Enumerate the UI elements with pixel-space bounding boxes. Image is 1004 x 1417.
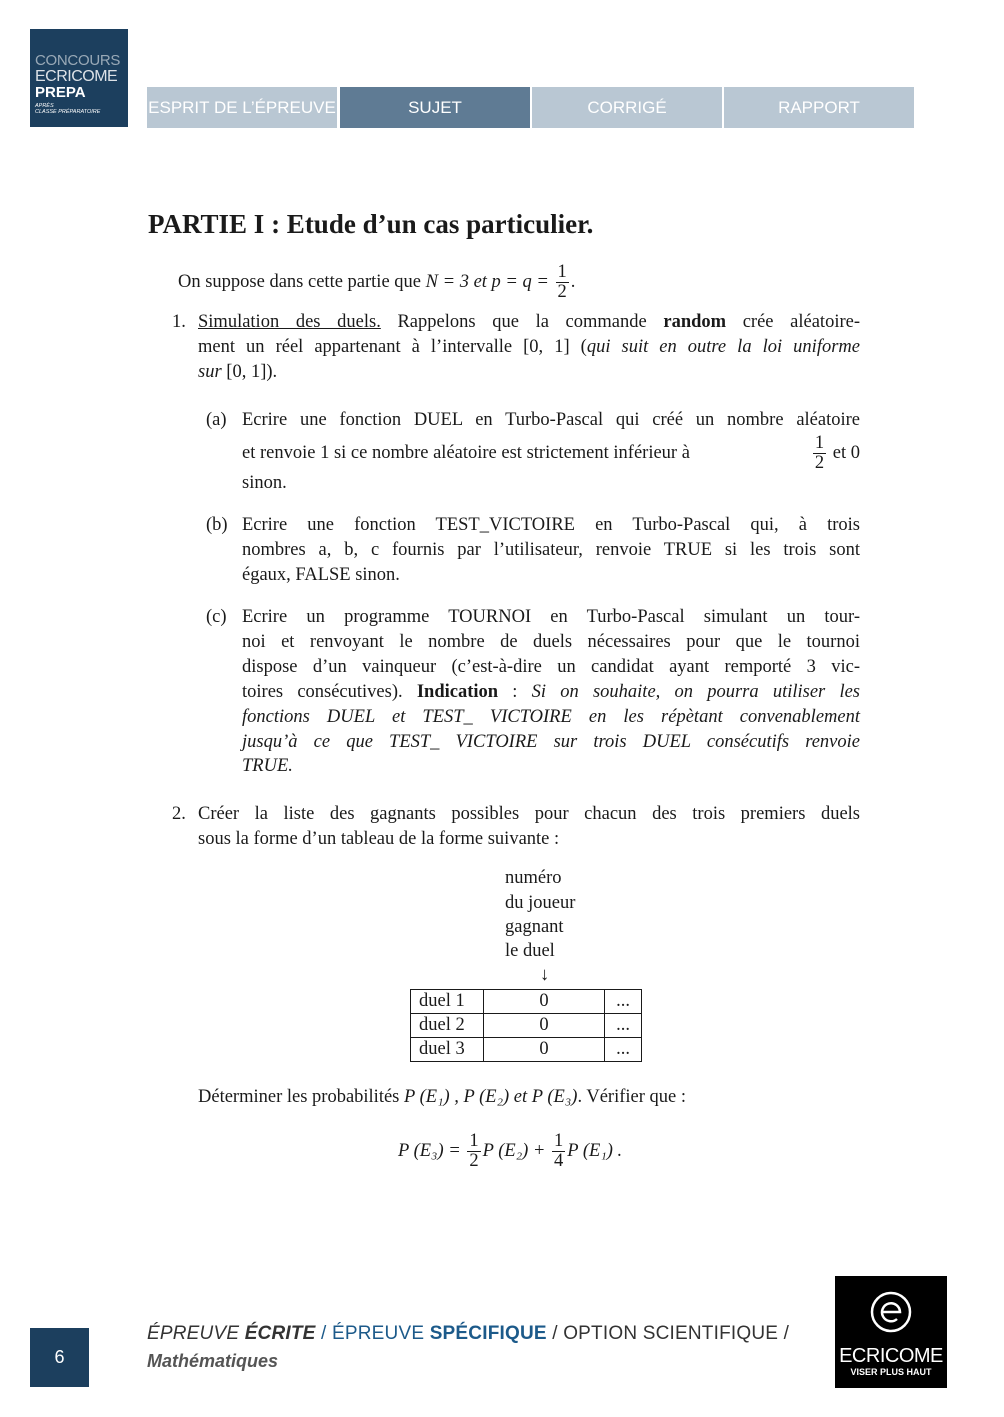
logo-line-concours: CONCOURS	[35, 52, 121, 69]
q2-line2: sous la forme d’un tableau de la forme suivante :	[198, 829, 560, 849]
tab-rapport[interactable]: RAPPORT	[724, 87, 914, 128]
page-number: 6	[30, 1328, 89, 1387]
table-row	[411, 990, 642, 1014]
probabilities-math: P (E₁) , P (E₂) et P (E₃)	[404, 1087, 578, 1107]
table-cell: 0	[484, 990, 605, 1014]
q1a-label: (a)	[206, 410, 227, 430]
q1-line1: Simulation des duels. Rappelons que la commande random crée aléatoire-	[198, 312, 860, 332]
equation-fraction-2: $\frac{1}{4}$	[554, 1131, 564, 1172]
header-line-numero: numéro	[505, 868, 562, 888]
q1c-line2: noi et renvoyant le nombre de duels nécessaires pour que le tournoi	[242, 632, 860, 652]
q1c-line4: toires consécutives). Indication : Si on souhaite, on pourra utiliser les	[242, 682, 860, 702]
table-cell: 0	[484, 1014, 605, 1038]
table-cell: duel 3	[411, 1038, 484, 1062]
page-title: PARTIE I : Etude d’un cas particulier.	[148, 209, 594, 239]
footer-subject: Mathématiques	[147, 1351, 279, 1371]
equation: P (E₃) = $\frac{1}{2}$ P (E₂) + $\frac{1}{4}$ P (E₁) .	[398, 1131, 623, 1172]
q1c-line6: jusqu’à ce que TEST_ VICTOIRE sur trois DUEL consécutifs renvoie	[242, 732, 860, 752]
q1c-line7: TRUE.	[242, 756, 293, 776]
duel-table	[410, 989, 642, 1062]
q2-number: 2.	[172, 804, 186, 824]
table-cell: ...	[605, 1038, 642, 1062]
q1-line3: sur [0, 1]).	[198, 362, 278, 382]
q1a-fraction: $\frac{1}{2}$	[814, 433, 825, 474]
ecricome-brand: ECRICOME	[839, 1345, 943, 1367]
q1-number: 1.	[172, 312, 186, 332]
indication-label: Indication	[416, 682, 499, 702]
q1b-label: (b)	[206, 515, 228, 535]
table-cell: duel 1	[411, 990, 484, 1014]
tab-sujet[interactable]: SUJET	[340, 87, 530, 128]
q1c-line3: dispose d’un vainqueur (c’est-à-dire un candidat ayant remporté 3 vic-	[242, 657, 860, 677]
keyword-random: random	[663, 312, 727, 332]
q1b-line2: nombres a, b, c fournis par l’utilisateur, renvoie TRUE si les trois sont	[242, 540, 860, 560]
intro-fraction: $\frac{1}{2}$	[557, 262, 567, 303]
ecricome-tagline: VISER PLUS HAUT	[850, 1367, 932, 1377]
table-cell: ...	[605, 1014, 642, 1038]
intro-math: N = 3 et p = q =	[425, 272, 554, 292]
concours-logo	[30, 29, 128, 127]
table-row	[411, 1014, 642, 1038]
logo-line-ecricome: ECRICOME	[35, 68, 118, 85]
table-row	[411, 1038, 642, 1062]
header-line-duel: le duel	[505, 941, 555, 961]
table-cell: 0	[484, 1038, 605, 1062]
q1-heading: Simulation des duels.	[198, 312, 381, 332]
q1b-line1: Ecrire une fonction TEST_VICTOIRE en Turbo-Pascal qui, à trois	[242, 515, 860, 535]
header-line-joueur: du joueur	[505, 893, 576, 913]
intro-prefix: On suppose dans cette partie que	[178, 272, 426, 292]
tab-esprit-epreuve[interactable]: ESPRIT DE L’ÉPREUVE	[147, 87, 337, 128]
intro-paragraph: On suppose dans cette partie que N = 3 et p = q = $\frac{1}{2}$ .	[178, 262, 576, 303]
ecricome-logo	[835, 1276, 947, 1388]
table-cell: ...	[605, 990, 642, 1014]
logo-line-apres: APRÈS	[35, 103, 54, 109]
probabilities-line: Déterminer les probabilités P (E₁) , P (E₂) et P (E₃). Vérifier que :	[198, 1087, 686, 1107]
logo-line-classe: CLASSE PRÉPARATOIRE	[35, 109, 101, 115]
logo-line-prepa: PREPA	[35, 84, 86, 101]
q1c-line5: fonctions DUEL et TEST_ VICTOIRE en les répètant convenablement	[242, 707, 860, 727]
q1a-line2: et renvoie 1 si ce nombre aléatoire est strictement inférieur à $\frac{1}{2}$ et 0	[242, 433, 860, 474]
footer-exam-type: ÉPREUVE ÉCRITE / ÉPREUVE SPÉCIFIQUE / OPTION SCIENTIFIQUE /	[147, 1323, 790, 1344]
q1-line2: ment un réel appartenant à l’intervalle [0, 1] (qui suit en outre la loi uniforme	[198, 337, 860, 357]
q2-line1: Créer la liste des gagnants possibles pour chacun des trois premiers duels	[198, 804, 860, 824]
q1c-label: (c)	[206, 607, 227, 627]
q1a-line1: Ecrire une fonction DUEL en Turbo-Pascal qui créé un nombre aléatoire	[242, 410, 860, 430]
tab-corrige[interactable]: CORRIGÉ	[532, 87, 722, 128]
table-cell: duel 2	[411, 1014, 484, 1038]
equation-fraction-1: $\frac{1}{2}$	[469, 1131, 479, 1172]
down-arrow-icon: ↓	[540, 965, 550, 985]
q1b-line3: égaux, FALSE sinon.	[242, 565, 400, 585]
header-line-gagnant: gagnant	[505, 917, 564, 937]
q1c-line1: Ecrire un programme TOURNOI en Turbo-Pascal simulant un tour-	[242, 607, 860, 627]
ecricome-e-icon	[869, 1290, 913, 1334]
q1a-line3: sinon.	[242, 473, 287, 493]
